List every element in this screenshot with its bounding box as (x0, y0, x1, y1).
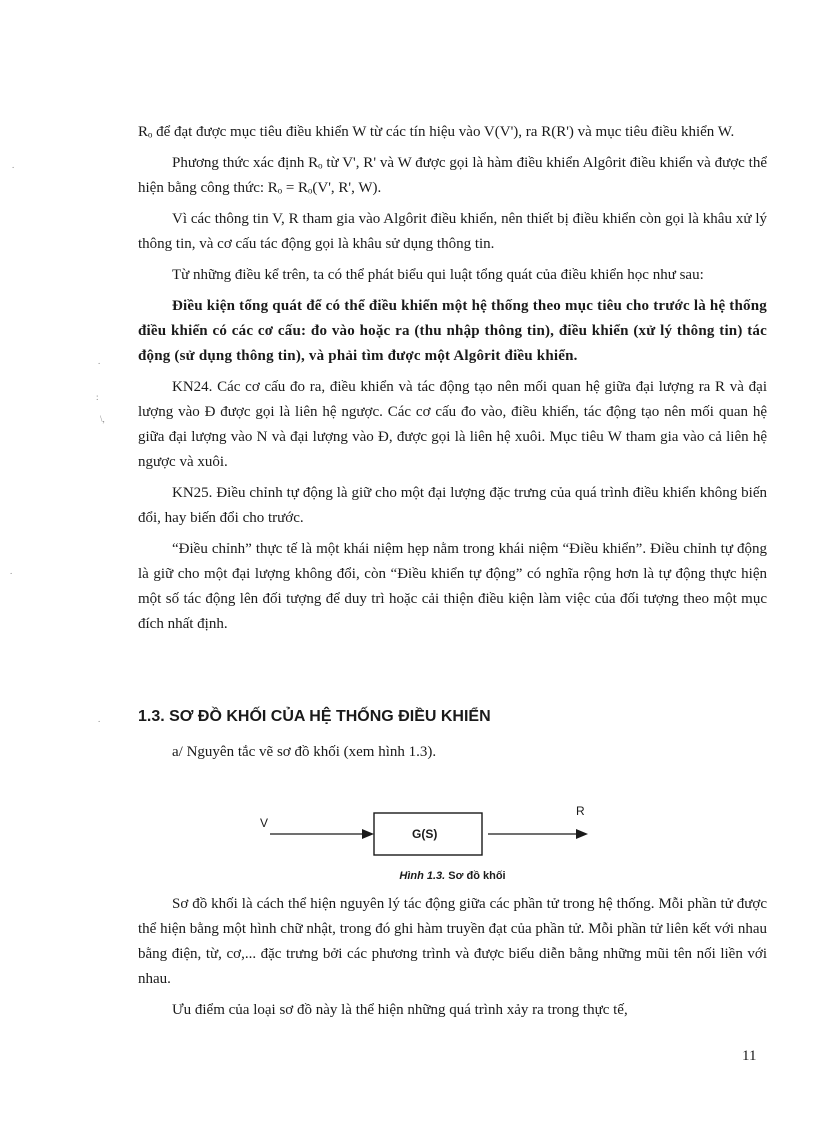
caption-label: Hình 1.3. (399, 870, 446, 882)
margin-mark: \, (100, 414, 105, 424)
sub-item: a/ Nguyên tắc vẽ sơ đồ khối (xem hình 1.3). (172, 744, 437, 760)
paragraph: Ưu điểm của loại sơ đồ này là thể hiện những quá trình xảy ra trong thực tế, (172, 1002, 628, 1018)
paragraph: Vì các thông tin V, R tham gia vào Algôrit điều khiển, nên thiết bị điều khiển còn gọi là khâu xử lý thông tin, và cơ cấu tác động gọi là khâu sử dụng thông tin. (138, 211, 767, 252)
output-label: R (576, 804, 585, 818)
paragraph: Từ những điều kể trên, ta có thể phát biểu qui luật tổng quát của điều khiển học như sau: (172, 267, 704, 283)
block-diagram (256, 800, 596, 860)
margin-mark: . (10, 566, 13, 576)
paragraph: Rₒ để đạt được mục tiêu điều khiển W từ các tín hiệu vào V(V'), ra R(R') và mục tiêu điều khiển W. (138, 124, 735, 140)
margin-mark: . (98, 356, 101, 366)
paragraph: Sơ đồ khối là cách thể hiện nguyên lý tác động giữa các phần tử trong hệ thống. Mỗi phần tử được thể hiện bằng một hình chữ nhật, trong đó ghi hàm truyền đạt của phần tử. Mỗi phần tử liên kết với nhau bằng điện, từ, cơ,... đặc trưng bởi các phương trình và được biểu diễn bằng những mũi tên nối liền với nhau. (138, 896, 767, 987)
paragraph-kn24: KN24. Các cơ cấu đo ra, điều khiển và tác động tạo nên mối quan hệ giữa đại lượng ra R và đại lượng vào Đ được gọi là liên hệ ngược. Các cơ cấu đo vào, điều khiển, tác động tạo nên mối quan hệ giữa đại lượng vào N và đại lượng vào Đ, được gọi là liên hệ xuôi. Mục tiêu W tham gia vào cả liên hệ ngược và xuôi. (138, 379, 767, 470)
section-heading: 1.3. SƠ ĐỒ KHỐI CỦA HỆ THỐNG ĐIỀU KHIỂN (138, 708, 491, 725)
page-number: 11 (742, 1048, 757, 1064)
output-arrowhead (576, 829, 588, 839)
input-arrowhead (362, 829, 374, 839)
paragraph: Phương thức xác định Rₒ từ V', R' và W được gọi là hàm điều khiển Algôrit điều khiển và được thể hiện bằng công thức: Rₒ = Rₒ(V', R', W). (138, 155, 767, 196)
margin-mark: : (96, 392, 99, 402)
margin-mark: . (12, 160, 15, 170)
paragraph-kn25: KN25. Điều chỉnh tự động là giữ cho một đại lượng đặc trưng của quá trình điều khiển không biến đổi, hay biến đổi cho trước. (138, 485, 767, 526)
figure-caption (138, 870, 767, 882)
body-text-bottom (138, 892, 767, 1029)
caption-title: Sơ đồ khối (448, 870, 506, 882)
paragraph: “Điều chỉnh” thực tế là một khái niệm hẹp nằm trong khái niệm “Điều khiển”. Điều chỉnh tự động là giữ cho một đại lượng không đổi, còn “Điều khiển tự động” có nghĩa rộng hơn là tự động thực hiện một số tác động lên đối tượng để duy trì hoặc cải thiện điều kiện làm việc của đối tượng theo một mục đích nhất định. (138, 541, 767, 632)
margin-mark: . (98, 714, 101, 724)
principle-statement: Điều kiện tổng quát để có thể điều khiển một hệ thống theo mục tiêu cho trước là hệ thống điều khiển có các cơ cấu: đo vào hoặc ra (thu nhập thông tin), điều khiển (xử lý thông tin) tác động (sử dụng thông tin), và phải tìm được một Algôrit điều khiển. (138, 298, 767, 364)
input-label: V (260, 816, 269, 830)
body-text-top (138, 120, 767, 643)
block-label: G(S) (412, 827, 438, 841)
